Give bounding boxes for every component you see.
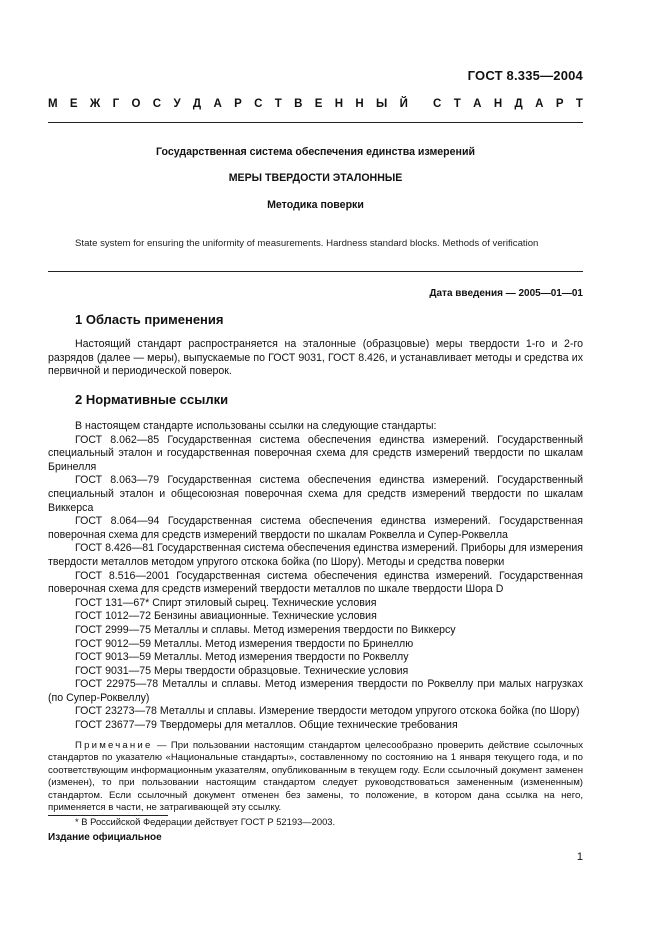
heading-letter: Н [334, 98, 344, 110]
heading-letter: Е [314, 98, 323, 110]
section-1-heading: 1 Область применения [75, 312, 224, 327]
heading-letter: Й [399, 98, 408, 110]
heading-letter: А [535, 98, 544, 110]
reference-item: ГОСТ 23677—79 Твердомеры для металлов. Общие технические требования [75, 719, 458, 732]
heading-letter: У [173, 98, 181, 110]
heading-letter: Ж [89, 98, 101, 110]
section-2-heading: 2 Нормативные ссылки [75, 392, 229, 407]
standard-number: ГОСТ 8.335—2004 [467, 68, 583, 83]
heading-letter: Р [234, 98, 242, 110]
heading-letter: С [433, 98, 442, 110]
interstate-word [48, 98, 408, 110]
reference-item: ГОСТ 23273—78 Металлы и сплавы. Измерение твердости методом упругого отскока бойка (по Шору) [75, 705, 580, 718]
reference-item: ГОСТ 9013—59 Металлы. Метод измерения твердости по Роквеллу [75, 651, 409, 664]
section-1-paragraph: Настоящий стандарт распространяется на эталонные (образцовые) меры твердости 1-го и 2-го разрядов (далее — меры), выпускаемые по ГОСТ 9031, ГОСТ 8.426, и устанавливает методы и средства их первичной и периодической поверок. [48, 338, 583, 378]
heading-letter: С [152, 98, 162, 110]
references-list [48, 420, 583, 733]
reference-item: ГОСТ 8.064—94 Государственная система обеспечения единства измерений. Государственная поверочная схема для средств измерений твердости по шкалам Роквелла и Супер-Роквелла [48, 515, 583, 541]
note [48, 740, 583, 814]
reference-item: ГОСТ 1012—72 Бензины авиационные. Технические условия [75, 610, 377, 623]
references-lead: В настоящем стандарте использованы ссылки на следующие стандарты: [75, 420, 437, 432]
note-label: Примечание [75, 740, 153, 751]
heading-letter: Д [192, 98, 202, 110]
heading-letter: М [48, 98, 58, 110]
heading-letter: Н [493, 98, 503, 110]
heading-letter: О [131, 98, 141, 110]
section-1-text [48, 338, 583, 379]
interstate-standard-heading [48, 98, 583, 110]
main-title: МЕРЫ ТВЕРДОСТИ ЭТАЛОННЫЕ [228, 172, 403, 184]
reference-item: ГОСТ 22975—78 Металлы и сплавы. Метод измерения твердости по Роквеллу при малых нагрузках (по Супер-Роквеллу) [48, 678, 583, 704]
reference-item: ГОСТ 8.426—81 Государственная система обеспечения единства измерений. Приборы для измерения твердости металлов методом упругого отскока бойка (по Шору). Методы и средства поверки [48, 542, 583, 568]
heading-letter: А [473, 98, 482, 110]
reference-item: ГОСТ 131—67* Спирт этиловый сырец. Технические условия [75, 596, 377, 609]
footnote: * В Российской Федерации действует ГОСТ Р 52193—2003. [75, 816, 336, 827]
introduction-date: Дата введения — 2005—01—01 [429, 288, 583, 299]
reference-item: ГОСТ 9031—75 Меры твердости образцовые. Технические условия [75, 664, 409, 677]
heading-letter: А [213, 98, 222, 110]
reference-item: ГОСТ 8.516—2001 Государственная система обеспечения единства измерений. Государственная поверочная схема для средств измерений твердости металлов по шкале твердости Шора D [48, 569, 583, 596]
heading-letter: Т [274, 98, 282, 110]
title-divider [48, 271, 583, 272]
reference-item: ГОСТ 9012—59 Металлы. Метод измерения твердости по Бринеллю [75, 637, 414, 650]
top-divider [48, 122, 583, 123]
system-title: Государственная система обеспечения единства измерений [156, 146, 475, 158]
heading-letter: С [254, 98, 263, 110]
heading-letter: Н [355, 98, 364, 110]
heading-letter: Р [555, 98, 564, 110]
subtitle: Методика поверки [267, 199, 364, 211]
heading-letter: Г [112, 98, 120, 110]
reference-item: ГОСТ 2999—75 Металлы и сплавы. Метод измерения твердости по Виккерсу [75, 623, 456, 636]
standard-word [433, 98, 583, 110]
heading-letter: Т [453, 98, 461, 110]
heading-letter: Е [69, 98, 78, 110]
heading-letter: В [294, 98, 303, 110]
heading-letter: Ы [376, 98, 388, 110]
reference-item: ГОСТ 8.063—79 Государственная система обеспечения единства измерений. Государственный специальный эталон и общесоюзная поверочная схема для средств измерений твердости по шкалам Виккерса [48, 474, 583, 514]
english-title: State system for ensuring the uniformity of measurements. Hardness standard blocks. Methods of verification [75, 238, 539, 249]
page-number: 1 [576, 851, 583, 863]
note-text: — При пользовании настоящим стандартом целесообразно проверить действие ссылочных стандартов по указателю «Национальные стандарты», составленному по состоянию на 1 января текущего года, и по соответствующим информационным указателям, опубликованным в текущем году. Если ссылочный документ заменен (изменен), то при пользовании настоящим стандартом следует руководствоваться замененным (измененным) стандартом. Если ссылочный документ отменен без замены, то положение, в котором дана ссылка на него, применяется в части, не затрагивающей эту ссылку. [48, 740, 583, 814]
official-edition: Издание официальное [48, 832, 162, 843]
heading-letter: Т [575, 98, 583, 110]
reference-item: ГОСТ 8.062—85 Государственная система обеспечения единства измерений. Государственный специальный эталон и государственная поверочная схема для средств измерений твердости по шкалам Бринелля [48, 433, 583, 473]
heading-letter: Д [514, 98, 523, 110]
